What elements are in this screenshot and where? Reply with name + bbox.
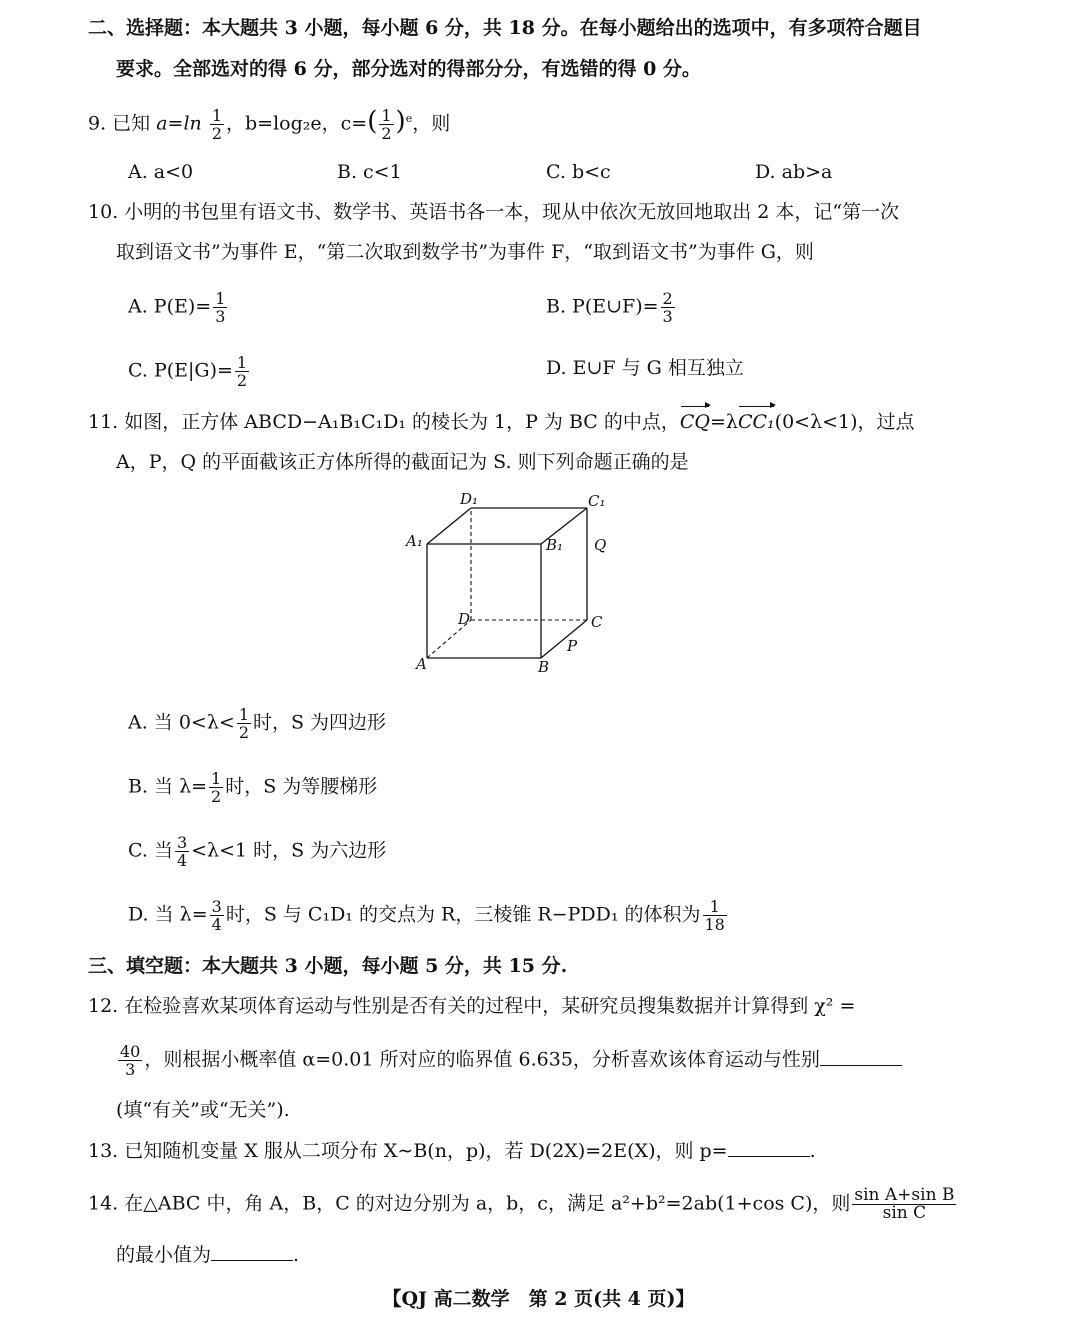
q14-line1: 14. 在△ABC 中，角 A，B，C 的对边分别为 a，b，c，满足 a²+b²=2ab(1+cos C)，则 $\frac{\text{sin A+sin B}}{\text{sin C}}$ (88, 1185, 955, 1223)
q10-option-d: D. E∪F 与 G 相互独立 (546, 357, 744, 379)
q10-line1: 10. 小明的书包里有语文书、数学书、英语书各一本，现从中依次无放回地取出 2 本，记“第一次 (88, 201, 900, 223)
label-b: B (538, 658, 550, 676)
q9-prefix: 9. 已知 (88, 112, 151, 135)
page-footer: 【QJ 高二数学 第 2 页(共 4 页)】 (382, 1288, 695, 1310)
label-b1: B₁ (546, 536, 564, 554)
q11-vector-cc1: CC₁ (738, 408, 775, 436)
q12-line3: (填“有关”或“无关”). (116, 1099, 290, 1121)
q11-line2: A，P，Q 的平面截该正方体所得的截面记为 S. 则下列命题正确的是 (116, 451, 689, 473)
q10-line2: 取到语文书”为事件 E，“第二次取到数学书”为事件 F，“取到语文书”为事件 G，则 (116, 241, 814, 263)
label-d1: D₁ (460, 490, 479, 508)
q12-line1: 12. 在检验喜欢某项体育运动与性别是否有关的过程中，某研究员搜集数据并计算得到 χ² = (88, 995, 856, 1017)
cube-figure (400, 488, 620, 678)
q11-option-d: D. 当 λ= $\frac{3}{4}$ 时，S 与 C₁D₁ 的交点为 R，三棱锥 R−PDD₁ 的体积为 $\frac{1}{18}$ (128, 897, 725, 934)
label-c: C (591, 613, 603, 631)
section2-header-line2: 要求。全部选对的得 6 分，部分选对的得部分分，有选错的得 0 分。 (116, 58, 701, 80)
q11-vector-cq: CQ (680, 408, 710, 436)
label-p: P (567, 637, 578, 655)
q12-fraction: $\frac{40}{3}$ (120, 1042, 141, 1079)
q12-answer-blank[interactable] (820, 1045, 902, 1066)
q9-option-d: D. ab>a (755, 161, 833, 183)
q9-stem: 9. 已知 a=ln $\frac{1}{2}$ ，b=log₂e，c=( $\frac{1}{2}$ )$^e$，则 (88, 105, 451, 143)
q9-b-expr: ，b=log₂e，c= (226, 112, 368, 135)
label-d: D (458, 610, 471, 628)
q13-answer-blank[interactable] (728, 1136, 810, 1157)
q9-suffix: ，则 (412, 112, 451, 135)
q9-option-c: C. b<c (546, 161, 611, 183)
q12-line2: $\frac{40}{3}$ ，则根据小概率值 α=0.01 所对应的临界值 6.635，分析喜欢该体育运动与性别 (116, 1043, 902, 1078)
q10-option-b: B. P(E∪F)= $\frac{2}{3}$ (546, 289, 673, 326)
q9-option-b: B. c<1 (337, 161, 402, 183)
q9-option-a: A. a<0 (128, 161, 194, 183)
q9-exponent: e (405, 112, 413, 125)
q14-fraction: $\frac{\text{sin A+sin B}}{\text{sin C}}$ (854, 1185, 955, 1223)
section2-header-line1: 二、选择题：本大题共 3 小题，每小题 6 分，共 18 分。在每小题给出的选项中，有多项符合题目 (88, 17, 922, 39)
q11-option-a: A. 当 0<λ< $\frac{1}{2}$ 时，S 为四边形 (128, 705, 387, 742)
q11-option-c: C. 当 $\frac{3}{4}$ <λ<1 时，S 为六边形 (128, 833, 387, 870)
label-c1: C₁ (588, 492, 606, 510)
label-a1: A₁ (406, 532, 423, 550)
q14-answer-blank[interactable] (211, 1240, 293, 1261)
label-a: A (416, 655, 427, 673)
q14-line2: 的最小值为 . (116, 1240, 299, 1269)
edge-b-c (541, 620, 587, 658)
label-q: Q (594, 536, 607, 554)
q11-option-b: B. 当 λ= $\frac{1}{2}$ 时，S 为等腰梯形 (128, 769, 378, 806)
q10-option-c: C. P(E|G)= $\frac{1}{2}$ (128, 353, 248, 390)
q9-half-fraction: $\frac{1}{2}$ (211, 105, 223, 143)
q10-option-a: A. P(E)= $\frac{1}{3}$ (128, 289, 226, 326)
q9-c-fraction: $\frac{1}{2}$ (381, 105, 392, 143)
edge-a1-d1 (427, 508, 471, 544)
q11-line1: 11. 如图，正方体 ABCD−A₁B₁C₁D₁ 的棱长为 1，P 为 BC 的中点，CQ=λCC₁(0<λ<1)，过点 (88, 408, 915, 436)
q9-a-expr: a=ln (156, 112, 202, 135)
section3-header: 三、填空题：本大题共 3 小题，每小题 5 分，共 15 分. (88, 955, 568, 977)
q13-line: 13. 已知随机变量 X 服从二项分布 X∼B(n，p)，若 D(2X)=2E(X)，则 p= . (88, 1136, 816, 1165)
